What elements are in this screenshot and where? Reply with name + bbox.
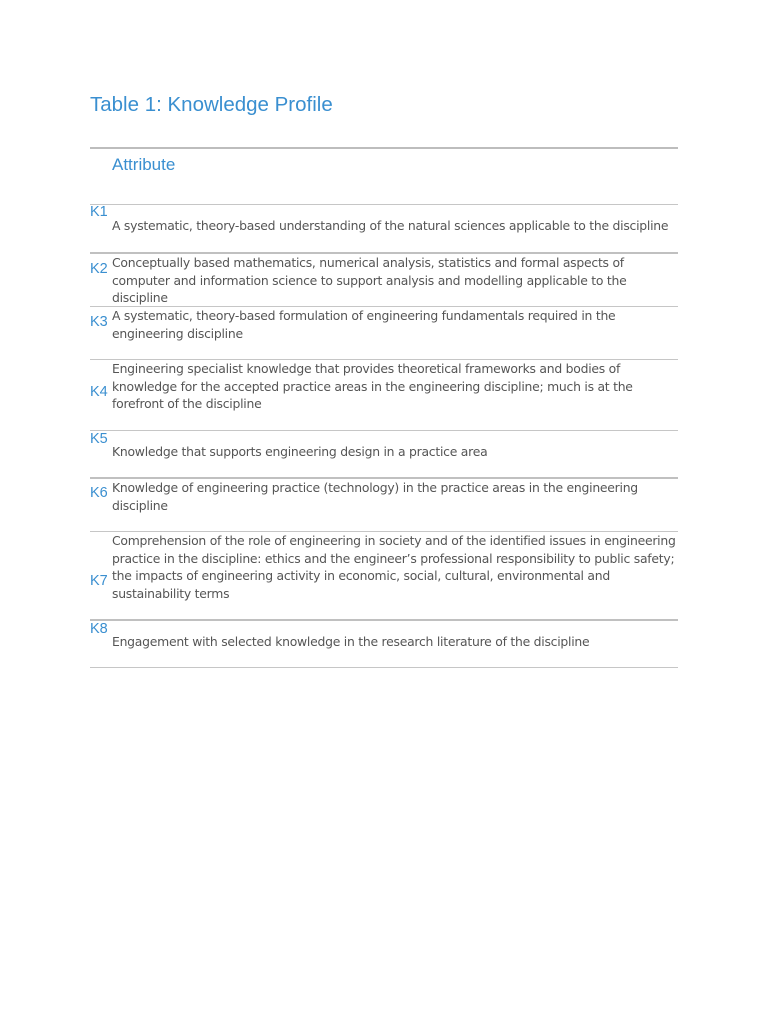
table-header-row bbox=[90, 149, 678, 205]
table-row bbox=[90, 532, 678, 621]
attribute-code: K2 bbox=[90, 261, 108, 277]
attribute-description: Comprehension of the role of engineering in society and of the identified issues in engineering practice in the discipline: ethics and the engineer’s professional responsibility to public safety; the impacts of engineering activity in economic, social, cultural, environmental and sustainability terms bbox=[112, 533, 676, 602]
table-row bbox=[90, 479, 678, 532]
table-row bbox=[90, 360, 678, 431]
attribute-description: A systematic, theory-based understanding of the natural sciences applicable to the discipline bbox=[112, 218, 669, 233]
attribute-description: Knowledge of engineering practice (technology) in the practice areas in the engineering discipline bbox=[112, 480, 638, 513]
attribute-description: Engineering specialist knowledge that provides theoretical frameworks and bodies of knowledge for the accepted practice areas in the engineering discipline; much is at the forefront of the discipline bbox=[112, 361, 633, 412]
attribute-description: Knowledge that supports engineering design in a practice area bbox=[112, 444, 488, 459]
attribute-description: Conceptually based mathematics, numerical analysis, statistics and formal aspects of computer and information science to support analysis and modelling applicable to the discipline bbox=[112, 255, 627, 306]
table-row bbox=[90, 431, 678, 479]
attribute-description: A systematic, theory-based formulation of engineering fundamentals required in the engineering discipline bbox=[112, 308, 616, 341]
attribute-code: K3 bbox=[90, 314, 108, 330]
table-row bbox=[90, 205, 678, 254]
table-row bbox=[90, 621, 678, 668]
attribute-description: Engagement with selected knowledge in the research literature of the discipline bbox=[112, 634, 590, 649]
attribute-code: K6 bbox=[90, 485, 108, 501]
attribute-code: K4 bbox=[90, 384, 108, 400]
attribute-code: K5 bbox=[90, 431, 108, 447]
attribute-code: K7 bbox=[90, 573, 108, 589]
table-row bbox=[90, 254, 678, 307]
knowledge-profile-table bbox=[90, 147, 678, 668]
table-row bbox=[90, 307, 678, 360]
table-title: Table 1: Knowledge Profile bbox=[90, 93, 333, 116]
attribute-column-header: Attribute bbox=[112, 155, 176, 174]
attribute-code: K1 bbox=[90, 204, 108, 220]
attribute-code: K8 bbox=[90, 621, 108, 637]
